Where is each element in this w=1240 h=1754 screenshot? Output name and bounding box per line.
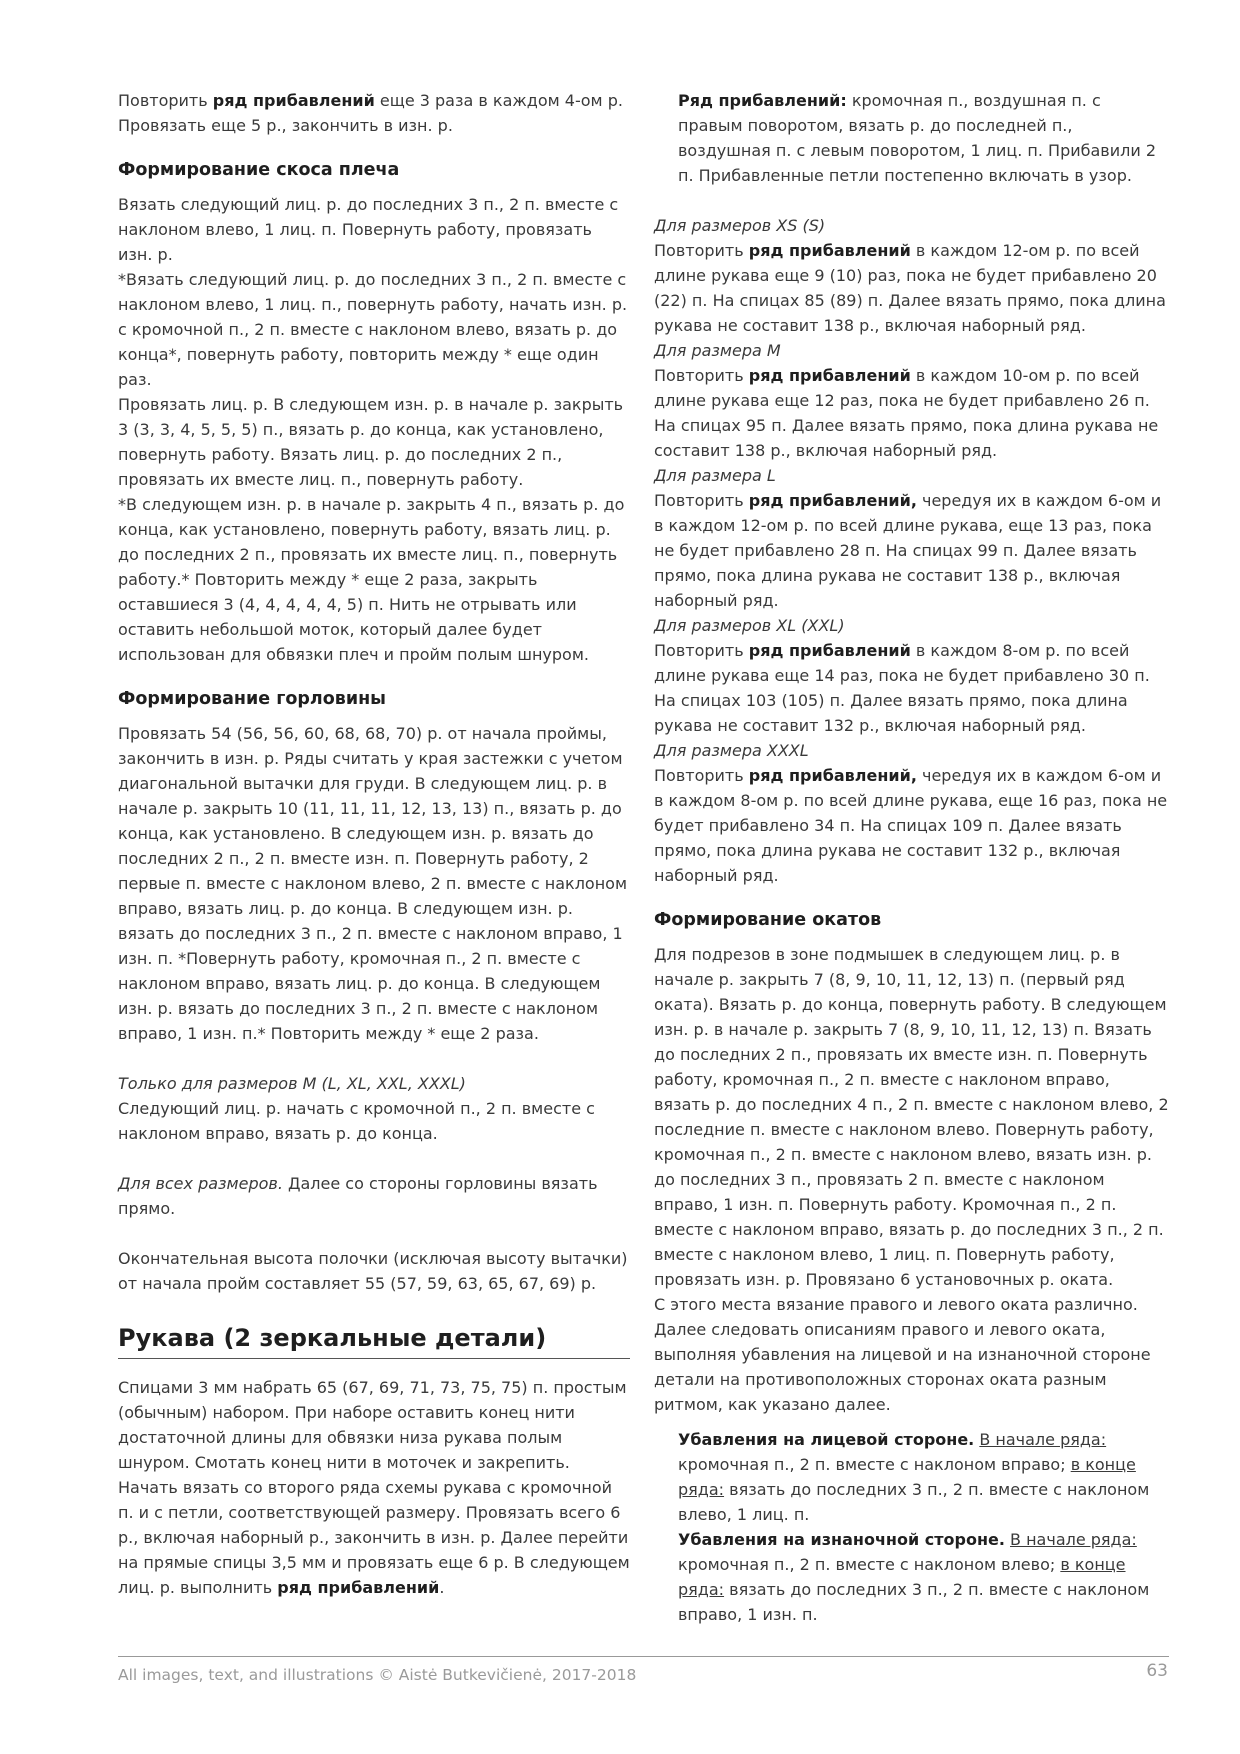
page-number: 63	[1146, 1661, 1168, 1681]
shoulder-heading: Формирование скоса плеча	[118, 160, 400, 180]
decrease-front-paragraph: Убавления на лицевой стороне. В начале ряда: кромочная п., 2 п. вместе с наклоном вправо; в конце ряда: вязать до последних 3 п., 2 п. вместе с наклоном влево, 1 лиц. п.	[678, 1430, 1150, 1524]
footer-divider	[118, 1656, 1169, 1657]
footer-copyright: All images, text, and illustrations © Aistė Butkevičienė, 2017-2018	[118, 1666, 637, 1684]
shoulder-paragraph-2: *Вязать следующий лиц. р. до последних 3 п., 2 п. вместе с наклоном влево, 1 лиц. п., повернуть работу, начать изн. р. с кромочной п., 2 п. вместе с наклоном влево, вязать р. до конца*, повернуть работу, повторить между * еще один раз.	[118, 270, 628, 389]
neck-paragraph-1: Провязать 54 (56, 56, 60, 68, 68, 70) р. от начала проймы, закончить в изн. р. Ряды считать у края застежки с учетом диагональной вытачки для груди. В следующем лиц. р. в начале р. закрыть 10 (11, 11, 11, 12, 13, 13) п., вязать р. до конца, как установлено. В следующем изн. р. вязать до последних 2 п., 2 п. вместе изн. п. Повернуть работу, 2 первые п. вместе с наклоном влево, 2 п. вместе с наклоном вправо, вязать лиц. р. до конца. В следующем изн. р. вязать до последних 3 п., 2 п. вместе с наклоном вправо, 1 изн. п. *Повернуть работу, кромочная п., 2 п. вместе с наклоном вправо, вязать лиц. р. до конца. В следующем изн. р. вязать до последних 3 п., 2 п. вместе с наклоном вправо, 1 изн. п.* Повторить между * еще 2 раза.	[118, 724, 628, 1043]
decrease-back-paragraph: Убавления на изнаночной стороне. В начале ряда: кромочная п., 2 п. вместе с наклоном влево; в конце ряда: вязать до последних 3 п., 2 п. вместе с наклоном вправо, 1 изн. п.	[678, 1530, 1150, 1624]
neck-paragraph-2: Только для размеров M (L, XL, XXL, XXXL) Следующий лиц. р. начать с кромочной п., 2 п. вместе с наклоном вправо, вязать р. до конца.	[118, 1074, 595, 1143]
cap-heading: Формирование окатов	[654, 910, 882, 930]
shoulder-paragraph-1: Вязать следующий лиц. р. до последних 3 п., 2 п. вместе с наклоном влево, 1 лиц. п. Повернуть работу, провязать изн. р.	[118, 195, 619, 264]
cap-paragraph-1: Для подрезов в зоне подмышек в следующем лиц. р. в начале р. закрыть 7 (8, 9, 10, 11, 12, 13) п. (первый ряд оката). Вязать р. до конца, повернуть работу. В следующем изн. р. в начале р. закрыть 7 (8, 9, 10, 11, 12, 13) п. Вязать до последних 2 п., провязать их вместе изн. п. Повернуть работу, кромочная п., 2 п. вместе с наклоном вправо, вязать р. до последних 4 п., 2 п. вместе с наклоном влево, 2 последние п. вместе с наклоном влево. Повернуть работу, кромочная п., 2 п. вместе с наклоном влево, вязать изн. р. до последних 3 п., провязать 2 п. вместе с наклоном вправо, 1 изн. п. Повернуть работу. Кромочная п., 2 п. вместе с наклоном вправо, вязать р. до последних 3 п., 2 п. вместе с наклоном влево, 1 лиц. п. Повернуть работу, провязать изн. р. Провязано 6 установочных р. оката.	[654, 945, 1169, 1289]
sleeves-paragraph-1: Спицами 3 мм набрать 65 (67, 69, 71, 73, 75, 75) п. простым (обычным) набором. При наборе оставить конец нити достаточной длины для обвязки низа рукава полым шнуром. Смотать конец нити в моточек и закрепить. Начать вязать со второго ряда схемы рукава с кромочной п. и с петли, соответствующей размеру. Провязать всего 6 р., включая наборный р., закончить в изн. р. Далее перейти на прямые спицы 3,5 мм и провязать еще 6 р. В следующем лиц. р. выполнить ряд прибавлений.	[118, 1378, 630, 1597]
cap-paragraph-2: С этого места вязание правого и левого оката различно. Далее следовать описаниям правого и левого оката, выполняя убавления на лицевой и на изнаночной стороне детали на противоположных сторонах оката разным ритмом, как указано далее.	[654, 1295, 1151, 1414]
intro-paragraph: Повторить ряд прибавлений еще 3 раза в каждом 4-ом р. Провязать еще 5 р., закончить в изн. р.	[118, 91, 623, 135]
shoulder-paragraph-4: *В следующем изн. р. в начале р. закрыть 4 п., вязать р. до конца, как установлено, повернуть работу, вязать лиц. р. до последних 2 п., провязать их вместе лиц. п., повернуть работу.* Повторить между * еще 2 раза, закрыть оставшиеся 3 (4, 4, 4, 4, 4, 5) п. Нить не отрывать или оставить небольшой моток, который далее будет использован для обвязки плеч и пройм полым шнуром.	[118, 495, 625, 664]
right-column	[654, 88, 1169, 1627]
size-l-block: Для размера L Повторить ряд прибавлений, чередуя их в каждом 6-ом и в каждом 12-ом р. по всей длине рукава, еще 13 раз, пока не будет прибавлено 28 п. На спицах 99 п. Далее вязать прямо, пока длина рукава не составит 138 р., включая наборный ряд.	[654, 466, 1162, 610]
increase-row-paragraph: Ряд прибавлений: кромочная п., воздушная п. с правым поворотом, вязать р. до последней п., воздушная п. с левым поворотом, 1 лиц. п. Прибавили 2 п. Прибавленные петли постепенно включать в узор.	[678, 91, 1157, 185]
shoulder-paragraph-3: Провязать лиц. р. В следующем изн. р. в начале р. закрыть 3 (3, 3, 4, 5, 5, 5) п., вязать р. до конца, как установлено, повернуть работу. Вязать лиц. р. до последних 2 п., провязать их вместе лиц. п., повернуть работу.	[118, 395, 624, 489]
size-xxxl-block: Для размера XXXL Повторить ряд прибавлений, чередуя их в каждом 6-ом и в каждом 8-ом р. по всей длине рукава, еще 16 раз, пока не будет прибавлено 34 п. На спицах 109 п. Далее вязать прямо, пока длина рукава не составит 132 р., включая наборный ряд.	[654, 741, 1168, 885]
size-m-block: Для размера M Повторить ряд прибавлений в каждом 10-ом р. по всей длине рукава еще 12 раз, пока не будет прибавлено 26 п. На спицах 95 п. Далее вязать прямо, пока длина рукава не составит 138 р., включая наборный ряд.	[654, 341, 1159, 460]
sleeves-heading: Рукава (2 зеркальные детали)	[118, 1320, 630, 1359]
left-column	[118, 88, 630, 1600]
size-xs-block: Для размеров XS (S) Повторить ряд прибавлений в каждом 12-ом р. по всей длине рукава еще 9 (10) раз, пока не будет прибавлено 20 (22) п. На спицах 85 (89) п. Далее вязать прямо, пока длина рукава не составит 138 р., включая наборный ряд.	[654, 216, 1166, 335]
neck-paragraph-4: Окончательная высота полочки (исключая высоту вытачки) от начала пройм составляет 55 (57, 59, 63, 65, 67, 69) р.	[118, 1249, 628, 1293]
size-xl-block: Для размеров XL (XXL) Повторить ряд прибавлений в каждом 8-ом р. по всей длине рукава еще 14 раз, пока не будет прибавлено 30 п. На спицах 103 (105) п. Далее вязать прямо, пока длина рукава не составит 132 р., включая наборный ряд.	[654, 616, 1150, 735]
neck-heading: Формирование горловины	[118, 689, 387, 709]
neck-paragraph-3: Для всех размеров. Далее со стороны горловины вязать прямо.	[118, 1174, 598, 1218]
